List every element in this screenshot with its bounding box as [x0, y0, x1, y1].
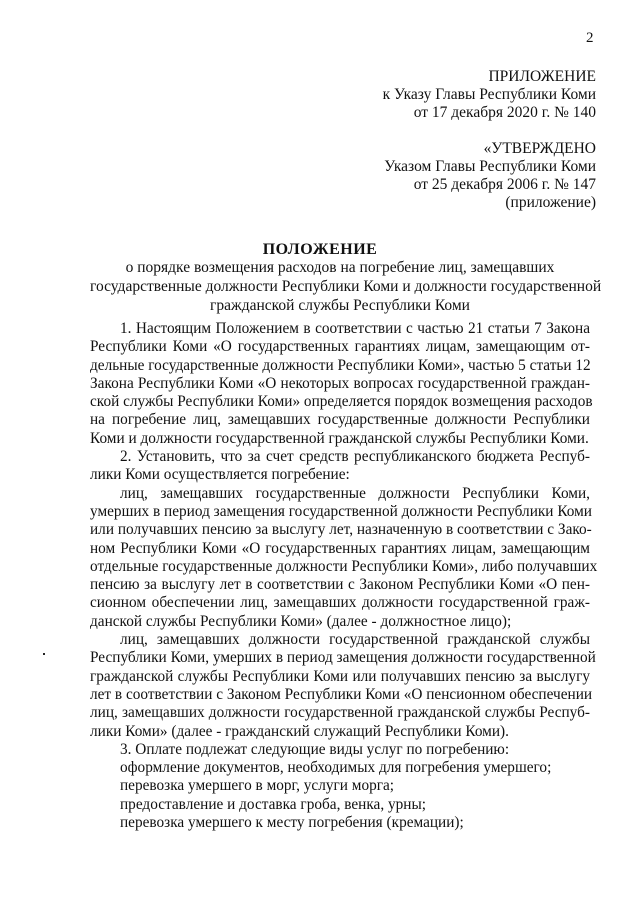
- approval-line: (приложение): [505, 194, 596, 211]
- body-line: лиц, замещавших должности государственной гражданской службы: [120, 631, 590, 649]
- body-line: сионном обеспечении лиц, замещавших должности государственной граж-: [90, 594, 590, 612]
- appendix-line: от 17 декабря 2020 г. № 140: [413, 104, 596, 121]
- body-line: 1. Настоящим Положением в соответствии с частью 21 статьи 7 Закона: [120, 320, 590, 337]
- page-number: 2: [586, 30, 594, 46]
- body-line: лиц, замещавших должности государственной гражданской службы Респуб-: [90, 704, 590, 722]
- body-line: отдельные государственные должности Республики Коми», либо получавших: [90, 557, 598, 575]
- body-line: лики Коми» (далее - гражданский служащий Республики Коми).: [90, 722, 509, 740]
- body-line: Коми и должности государственной гражданской службы Республики Коми.: [90, 429, 589, 447]
- body-line: данской службы Республики Коми» (далее - должностное лицо);: [90, 612, 512, 630]
- appendix-line: ПРИЛОЖЕНИЕ: [488, 68, 596, 85]
- subtitle-line: гражданской службы Республики Коми: [210, 297, 470, 314]
- body-line: ном Республики Коми «О государственных гарантиях лицам, замещающим: [90, 539, 590, 557]
- body-line: оформление документов, необходимых для погребения умершего;: [120, 759, 552, 777]
- subtitle-line: о порядке возмещения расходов на погребение лиц, замещавших: [125, 259, 555, 276]
- subtitle-line: государственные должности Республики Коми и должности государственной: [90, 278, 602, 295]
- appendix-header: [383, 68, 596, 122]
- body-line: Республики Коми, умерших в период замещения должности государственной: [90, 649, 596, 667]
- body-line: Закона Республики Коми «О некоторых вопросах государственной граждан-: [90, 374, 590, 392]
- body-line: ской службы Республики Коми» определяется порядок возмещения расходов: [90, 393, 593, 411]
- body-line: лет в соответствии с Законом Республики Коми «О пенсионном обеспечении: [90, 685, 593, 703]
- body-line: гражданской службы Республики Коми или получавших пенсию за выслугу: [90, 667, 590, 685]
- document-title: ПОЛОЖЕНИЕ: [262, 241, 378, 258]
- body-line: Республики Коми «О государственных гарантиях лицам, замещающим от-: [90, 338, 590, 356]
- body-line: 2. Установить, что за счет средств республиканского бюджета Респуб-: [120, 448, 590, 466]
- document-subtitle: [90, 258, 602, 315]
- body-line: перевозка умершего к месту погребения (кремации);: [120, 814, 464, 832]
- document-body: [90, 320, 598, 832]
- body-line: пенсию за выслугу лет в соответствии с Законом Республики Коми «О пен-: [90, 576, 590, 594]
- body-line: дельные государственные должности Республики Коми», частью 5 статьи 12: [90, 356, 591, 374]
- body-line: лики Коми осуществляется погребение:: [90, 466, 350, 484]
- approval-line: от 25 декабря 2006 г. № 147: [413, 176, 596, 193]
- scan-speck: [43, 653, 45, 655]
- body-line: предоставление и доставка гроба, венка, урны;: [120, 795, 426, 813]
- body-line: лиц, замещавших государственные должности Республики Коми,: [120, 484, 590, 502]
- body-line: 3. Оплате подлежат следующие виды услуг по погребению:: [120, 740, 510, 758]
- body-line: или получавших пенсию за выслугу лет, назначенную в соответствии с Зако-: [90, 521, 592, 539]
- approval-line: Указом Главы Республики Коми: [384, 158, 596, 175]
- body-line: перевозка умершего в морг, услуги морга;: [120, 777, 395, 795]
- body-line: умерших в период замещения государственной должности Республики Коми: [90, 502, 592, 520]
- body-line: на погребение лиц, замещавших государственные должности Республики: [90, 411, 590, 429]
- approval-header: [384, 140, 596, 212]
- appendix-line: к Указу Главы Республики Коми: [382, 86, 596, 103]
- approval-line: «УТВЕРЖДЕНО: [483, 140, 596, 157]
